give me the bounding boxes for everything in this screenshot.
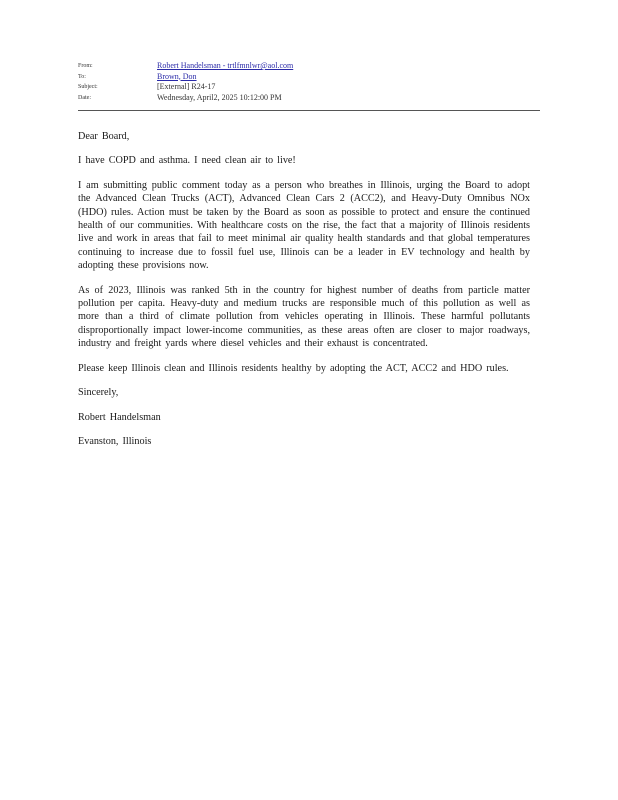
date-value: Wednesday, April2, 2025 10:12:00 PM	[157, 92, 282, 102]
header-row-from	[78, 61, 540, 72]
body-paragraph-4: Please keep Illinois clean and Illinois residents healthy by adopting the ACT, ACC2 and HDO rules.	[78, 362, 509, 374]
signature-location: Evanston, Illinois	[78, 435, 152, 447]
header-row-to	[78, 72, 540, 83]
date-label: Date:	[78, 94, 91, 101]
from-email-link[interactable]: Robert Handelsman - trtlfmnlwr@aol.com	[157, 61, 294, 70]
body-paragraph-2: I am submitting public comment today as a person who breathes in Illinois, urging the Board to adopt the Advanced Clean Trucks (ACT), Advanced Clean Cars 2 (ACC2), and Heavy-Duty Omnibus NOx (HDO) rules. Action must be taken by the Board as soon as possible to protect and ensure the continued health of our communities. With healthcare costs on the rise, the fact that a majority of Illinois residents live and work in areas that fail to meet minimal air quality health standards and that global temperatures continuing to increase due to fossil fuel use, Illinois can be a leader in EV technology and health by adopting these provisions now.	[78, 179, 530, 272]
to-label: To:	[78, 73, 86, 80]
to-recipient-link[interactable]: Brown, Don	[157, 71, 197, 81]
email-header	[78, 61, 540, 103]
email-body	[78, 130, 530, 459]
greeting: Dear Board,	[78, 131, 130, 142]
subject-label: Subject:	[78, 84, 98, 90]
subject-value: [External] R24-17	[157, 82, 216, 91]
from-label: From:	[78, 63, 93, 69]
body-paragraph-3: As of 2023, Illinois was ranked 5th in the country for highest number of deaths from particle matter pollution per capita. Heavy-duty and medium trucks are responsible much of this pollution as well as more than a third of climate pollution from vehicles operating in Illinois. These harmful pollutants disproportionally impact lower-income communities, as these areas often are closer to major roadways, industry and freight yards where diesel vehicles and their exhaust is concentrated.	[78, 284, 530, 350]
body-paragraph-1: I have COPD and asthma. I need clean air to live!	[78, 155, 296, 167]
closing: Sincerely,	[78, 387, 119, 399]
header-divider	[78, 110, 540, 111]
header-row-subject	[78, 82, 540, 93]
signature-name: Robert Handelsman	[78, 411, 161, 423]
header-row-date	[78, 93, 540, 104]
